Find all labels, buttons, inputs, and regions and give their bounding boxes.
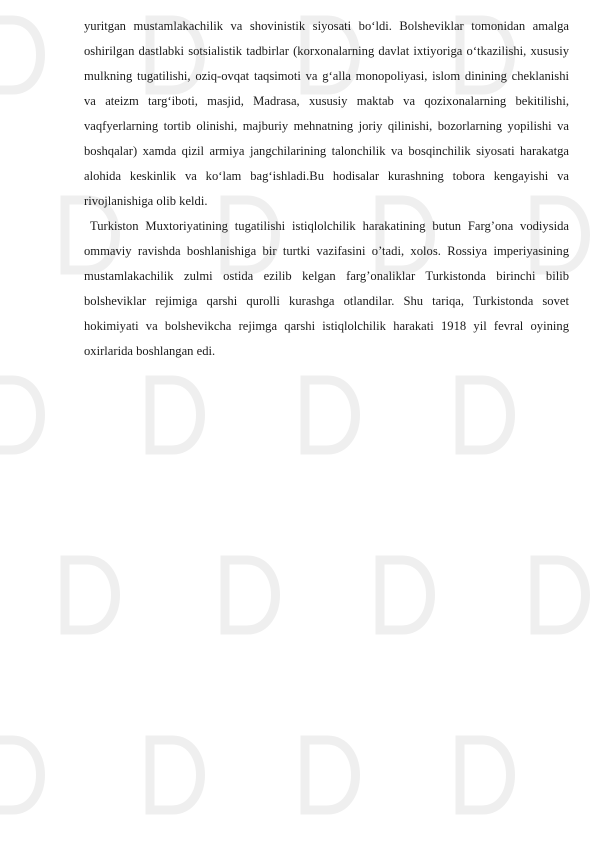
watermark-glyph [535, 560, 586, 630]
watermark-glyph [0, 380, 41, 450]
document-body [84, 14, 569, 364]
watermark-glyph [305, 380, 356, 450]
paragraph-1: yuritgan mustamlakachilik va shovinistik siyosati boʻldi. Bolsheviklar tomonidan amalga oshirilgan dastlabki sotsialistik tadbirlar (korxonalarning davlat ixtiyoriga oʻtkazilishi, xususiy mulkning tugatilishi, oziq-ovqat taqsimoti va gʻalla monopoliyasi, islom dinining cheklanishi va ateizm targʻiboti, masjid, Madrasa, xususiy maktab va qozixonalarning bekitilishi, vaqfyerlarning tortib olinishi, majburiy mehnatning joriy qilinishi, bozorlarning yopilishi va boshqalar) xamda qizil armiya jangchilarining talonchilik va bosqinchilik siyosati harakatga alohida keskinlik va koʻlam bagʻishladi.Bu hodisalar kurashning tobora kengayishi va rivojlanishiga olib keldi. [84, 19, 569, 208]
watermark-glyph [225, 560, 276, 630]
watermark-glyph [150, 380, 201, 450]
paragraph-2: Turkiston Muxtoriyatining tugatilishi istiqlolchilik harakatining butun Farg’ona vodiysida ommaviy ravishda boshlanishiga bir turtki vazifasini o’tadi, xolos. Rossiya imperiyasining mustamlakachilik zulmi ostida ezilib kelgan farg’onaliklar Turkistonda birinchi bilib bolsheviklar rejimiga qarshi qurolli kurashga otlandilar. Shu tariqa, Turkistonda sovet hokimiyati va bolshevikcha rejimga qarshi istiqlolchilik harakati 1918 yil fevral oyining oxirlarida boshlangan edi. [84, 219, 569, 358]
watermark-glyph [460, 740, 511, 810]
watermark-glyph [150, 740, 201, 810]
watermark-glyph [305, 740, 356, 810]
watermark-glyph [460, 380, 511, 450]
watermark-glyph [0, 20, 41, 90]
watermark-glyph [0, 740, 41, 810]
watermark-glyph [380, 560, 431, 630]
watermark-glyph [65, 560, 116, 630]
